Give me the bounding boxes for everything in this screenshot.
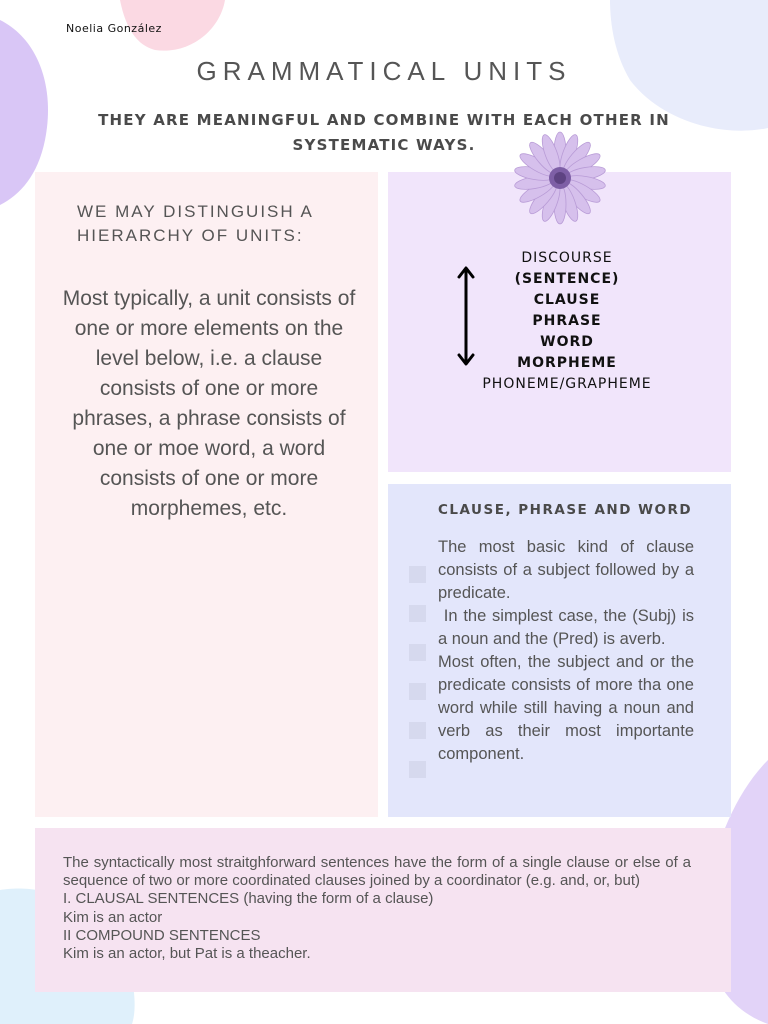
- clause-paragraph: In the simplest case, the (Subj) is a noun and the (Pred) is averb.: [438, 607, 699, 648]
- sentence-types-line: Kim is an actor: [63, 908, 163, 926]
- hierarchy-item-morpheme: MORPHEME: [517, 355, 617, 371]
- page-subtitle: THEY ARE MEANINGFUL AND COMBINE WITH EACH OTHER IN SYSTEMATIC WAYS.: [98, 111, 670, 154]
- clause-panel-body: [438, 536, 699, 766]
- sentence-types-panel: [35, 828, 731, 992]
- hierarchy-intro-panel: [35, 172, 378, 817]
- sentence-types-line: II COMPOUND SENTENCES: [63, 926, 261, 944]
- clause-phrase-word-panel: [388, 484, 731, 817]
- hierarchy-item-word: WORD: [540, 334, 594, 350]
- page-title: GRAMMATICAL UNITS: [196, 56, 572, 86]
- hierarchy-list: [428, 248, 706, 395]
- sentence-types-line: Kim is an actor, but Pat is a theacher.: [63, 945, 311, 963]
- checkbox-square-icon: [409, 722, 426, 739]
- hierarchy-item-discourse: DISCOURSE: [521, 250, 613, 266]
- checkbox-square-icon: [409, 644, 426, 661]
- sentence-types-intro: The syntactically most straitghforward sentences have the form of a single clause or else of a sequence of two or more coordinated clauses joined by a coordinator (e.g. and, or, but): [63, 854, 691, 890]
- checkbox-square-icon: [409, 605, 426, 622]
- hierarchy-item-sentence: (SENTENCE): [514, 271, 620, 287]
- clause-paragraph: The most basic kind of clause consists of a subject followed by a predicate.: [438, 538, 694, 602]
- sentence-types-line: I. CLAUSAL SENTENCES (having the form of a clause): [63, 890, 434, 908]
- hierarchy-item-phrase: PHRASE: [532, 313, 602, 329]
- author-name: Noelia González: [66, 22, 162, 35]
- hierarchy-item-clause: CLAUSE: [533, 292, 601, 308]
- hierarchy-item-phoneme: PHONEME/GRAPHEME: [482, 376, 652, 392]
- sentence-types-text: [63, 854, 691, 963]
- daisy-flower-icon: [512, 130, 608, 226]
- checkbox-square-icon: [409, 761, 426, 778]
- hierarchy-intro-body: Most typically, a unit consists of one or more elements on the level below, i.e. a clause consists of one or more phrases, a phrase consists of one or moe word, a word consists of one or more morphemes, etc.: [62, 287, 356, 520]
- checkbox-square-icon: [409, 683, 426, 700]
- checkbox-square-icon: [409, 566, 426, 583]
- clause-paragraph: Most often, the subject and or the predicate consists of more tha one word while still having a noun and verb as their most importante component.: [438, 653, 694, 763]
- clause-panel-heading: CLAUSE, PHRASE AND WORD: [438, 502, 693, 518]
- hierarchy-intro-heading: WE MAY DISTINGUISH A HIERARCHY OF UNITS:: [77, 202, 313, 245]
